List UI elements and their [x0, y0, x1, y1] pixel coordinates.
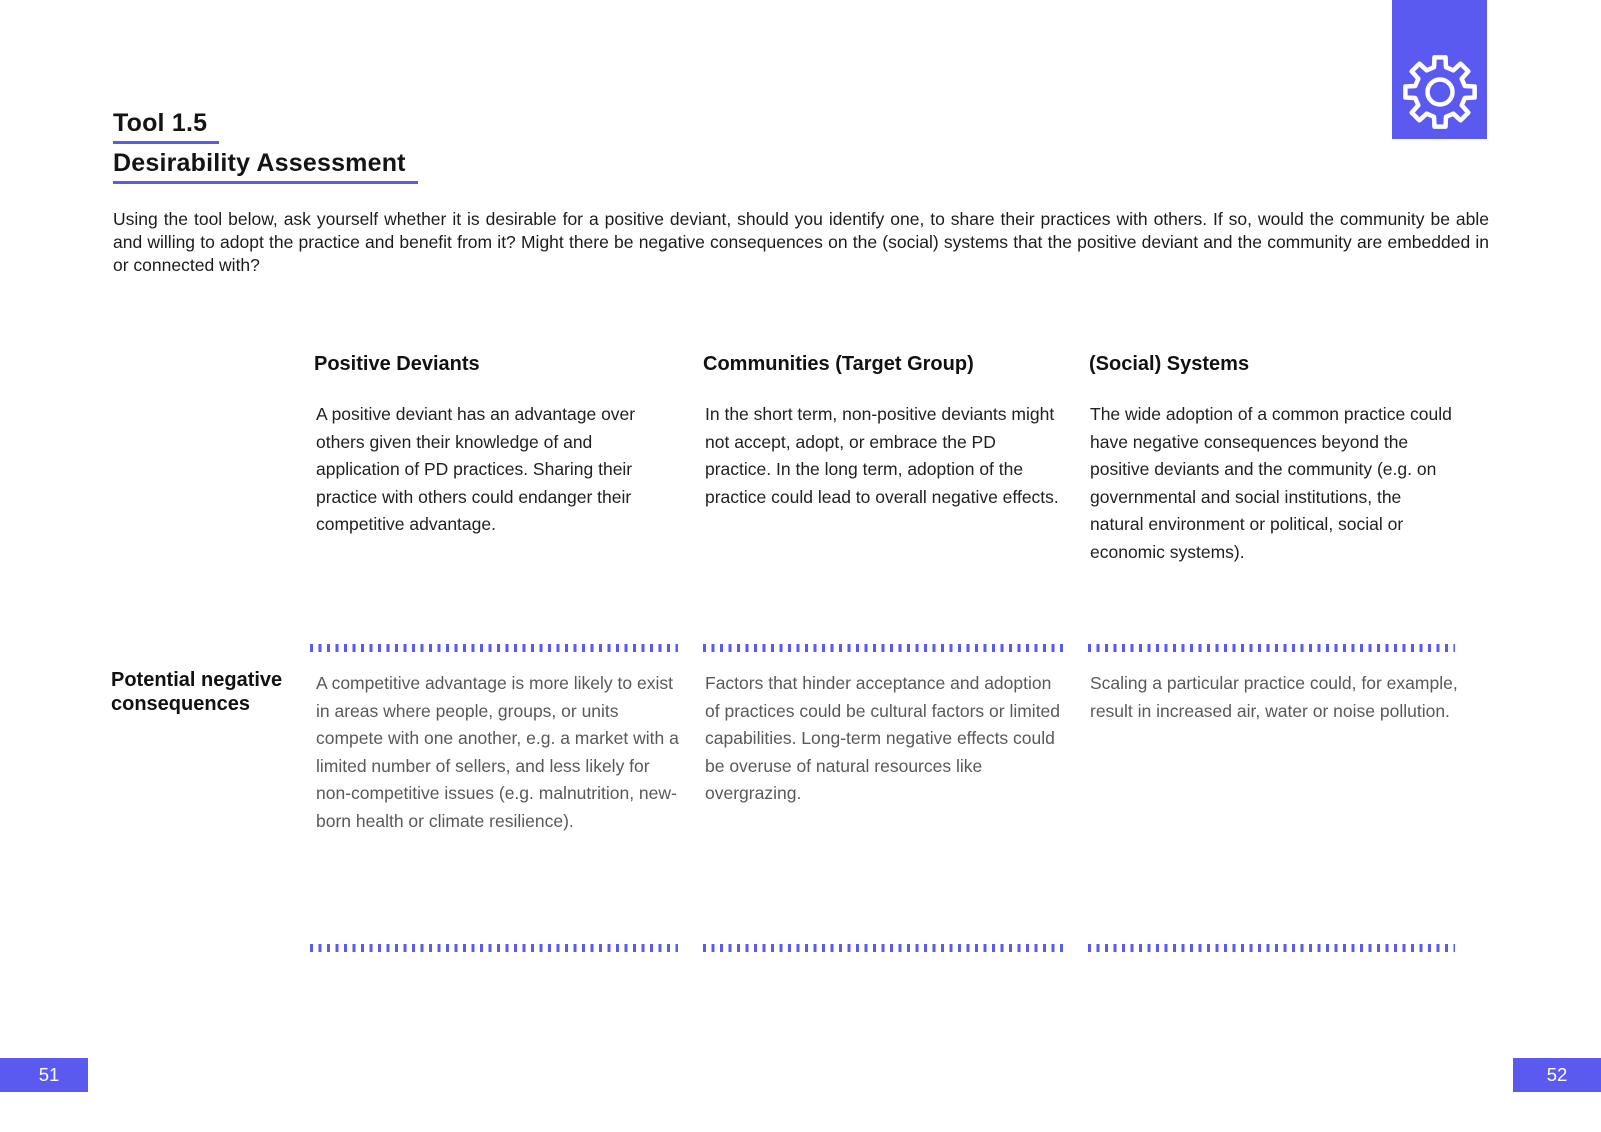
- gear-icon: [1400, 52, 1480, 132]
- page-number-badge-left: [0, 1058, 88, 1092]
- intro-paragraph: Using the tool below, ask yourself whether it is desirable for a positive deviant, should you identify one, to share their practices with others. If so, would the community be able and willing to adopt the practice and benefit from it? Might there be negative consequences on the (social) systems that the positive deviant and the community are embedded in or connected with?: [113, 209, 1489, 275]
- page-number: 52: [1546, 1064, 1568, 1085]
- cell-communities-description: In the short term, non-positive deviants might not accept, adopt, or embrace the PD practice. In the long term, adoption of the practice could lead to overall negative effects.: [705, 404, 1059, 507]
- page-number-badge-right: [1513, 1058, 1601, 1092]
- cell-social-systems-description: The wide adoption of a common practice could have negative consequences beyond the positive deviants and the community (e.g. on governmental and social institutions, the natural environment or political, social or economic systems).: [1090, 404, 1452, 562]
- column-header-social-systems: (Social) Systems: [1089, 353, 1250, 375]
- cell-positive-deviants-description: A positive deviant has an advantage over others given their knowledge of and application of PD practices. Sharing their practice with others could endanger their competitive advantage.: [316, 404, 636, 534]
- dotted-divider: [310, 944, 678, 952]
- page-number: 51: [38, 1064, 60, 1085]
- cell-social-systems-consequences: Scaling a particular practice could, for example, result in increased air, water or noise pollution.: [1090, 673, 1458, 721]
- tool-label: Tool 1.5: [113, 108, 219, 144]
- dotted-divider: [310, 644, 678, 652]
- dotted-divider: [1088, 644, 1455, 652]
- dotted-divider: [703, 644, 1065, 652]
- row-label-potential-negative-consequences: Potential negative consequences: [111, 669, 283, 715]
- cell-positive-deviants-consequences: A competitive advantage is more likely to exist in areas where people, groups, or units compete with one another, e.g. a market with a limited number of sellers, and less likely for non-competitive issues (e.g. malnutrition, new-born health or climate resilience).: [316, 673, 679, 831]
- column-header-positive-deviants: Positive Deviants: [314, 353, 480, 375]
- dotted-divider: [703, 944, 1065, 952]
- gear-badge: [1392, 0, 1487, 139]
- page-title-block: [113, 108, 418, 188]
- page-title: Desirability Assessment: [113, 148, 418, 184]
- cell-communities-consequences: Factors that hinder acceptance and adoption of practices could be cultural factors or limited capabilities. Long-term negative effects could be overuse of natural resources like overgrazing.: [705, 673, 1061, 803]
- dotted-divider: [1088, 944, 1455, 952]
- column-header-communities: Communities (Target Group): [703, 353, 974, 375]
